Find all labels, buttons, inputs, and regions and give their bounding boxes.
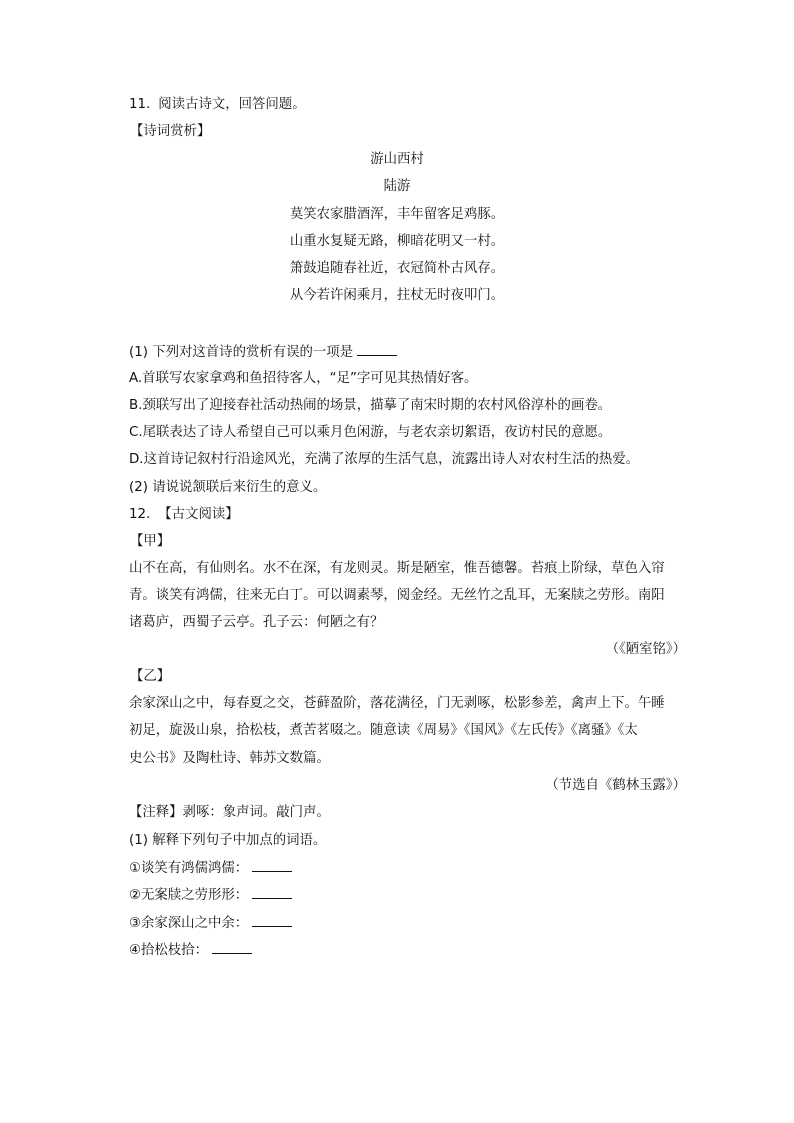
poem-author: 陆游 bbox=[383, 179, 411, 194]
q11-number: 11. bbox=[129, 97, 151, 112]
poem-line: 箫鼓追随春社近，衣冠简朴古风存。 bbox=[289, 261, 505, 276]
vocab-item-text: ②无案牍之劳形形： bbox=[129, 888, 249, 903]
yi-source: （节选自《鹤林玉露》） bbox=[545, 778, 686, 793]
q11-sub1 bbox=[129, 342, 397, 363]
q12-heading bbox=[129, 505, 239, 525]
jia-text-line: 诸葛庐，西蜀子云亭。孔子云：何陋之有？ bbox=[129, 615, 384, 630]
q11-section-label: 【诗词赏析】 bbox=[130, 124, 211, 139]
answer-blank[interactable] bbox=[357, 342, 397, 356]
yi-text-line: 余家深山之中，每春夏之交，苍藓盈阶，落花满径，门无剥啄，松影参差，禽声上下。午睡 bbox=[129, 696, 665, 711]
vocab-item bbox=[129, 885, 292, 906]
q12-section: 【古文阅读】 bbox=[158, 507, 239, 522]
jia-source: （《陋室铭》） bbox=[605, 642, 686, 657]
vocab-item bbox=[129, 858, 292, 879]
answer-blank[interactable] bbox=[212, 940, 252, 954]
vocab-item bbox=[129, 913, 292, 934]
option-c: C.尾联表达了诗人希望自己可以乘月色闲游，与老农亲切絮语，夜访村民的意愿。 bbox=[129, 425, 612, 440]
option-a: A.首联写农家拿鸡和鱼招待客人，“足”字可见其热情好客。 bbox=[129, 371, 478, 386]
vocab-item bbox=[129, 940, 252, 961]
q11-sub2: (2) 请说说颔联后来衍生的意义。 bbox=[129, 480, 327, 495]
poem-line: 从今若许闲乘月，拄杖无时夜叩门。 bbox=[289, 288, 505, 303]
option-b: B.颈联写出了迎接春社活动热闹的场景，描摹了南宋时期的农村风俗淳朴的画卷。 bbox=[129, 398, 612, 413]
vocab-item-text: ③余家深山之中余： bbox=[129, 916, 249, 931]
jia-label: 【甲】 bbox=[130, 534, 171, 549]
q11-sub1-text: (1) 下列对这首诗的赏析有误的一项是 bbox=[129, 345, 354, 360]
answer-blank[interactable] bbox=[252, 858, 292, 872]
q11-heading bbox=[129, 95, 306, 115]
yi-text-line: 史公书》及陶杜诗、韩苏文数篇。 bbox=[129, 751, 330, 766]
jia-text-line: 青。谈笑有鸿儒，往来无白丁。可以调素琴，阅金经。无丝竹之乱耳，无案牍之劳形。南阳 bbox=[129, 588, 665, 603]
answer-blank[interactable] bbox=[252, 913, 292, 927]
jia-text-line: 山不在高，有仙则名。水不在深，有龙则灵。斯是陋室，惟吾德馨。苔痕上阶绿，草色入帘 bbox=[129, 561, 665, 576]
vocab-item-text: ①谈笑有鸿儒鸿儒： bbox=[129, 861, 249, 876]
yi-label: 【乙】 bbox=[130, 669, 171, 684]
poem-title: 游山西村 bbox=[370, 152, 424, 167]
yi-text-line: 初足，旋汲山泉，拾松枝，煮苦茗啜之。随意读《周易》《国风》《左氏传》《离骚》《太 bbox=[129, 723, 638, 738]
poem-line: 山重水复疑无路，柳暗花明又一村。 bbox=[289, 234, 505, 249]
poem-line: 莫笑农家腊酒浑，丰年留客足鸡豚。 bbox=[289, 207, 505, 222]
option-d: D.这首诗记叙村行沿途风光，充满了浓厚的生活气息，流露出诗人对农村生活的热爱。 bbox=[129, 452, 640, 467]
vocab-item-text: ④拾松枝拾： bbox=[129, 943, 208, 958]
q11-prompt: 阅读古诗文，回答问题。 bbox=[158, 97, 306, 112]
q12-number: 12. bbox=[129, 507, 151, 522]
q12-sub1: (1) 解释下列句子中加点的词语。 bbox=[129, 833, 327, 848]
annotation-note: 【注释】剥啄：象声词。敲门声。 bbox=[129, 805, 330, 820]
answer-blank[interactable] bbox=[252, 885, 292, 899]
